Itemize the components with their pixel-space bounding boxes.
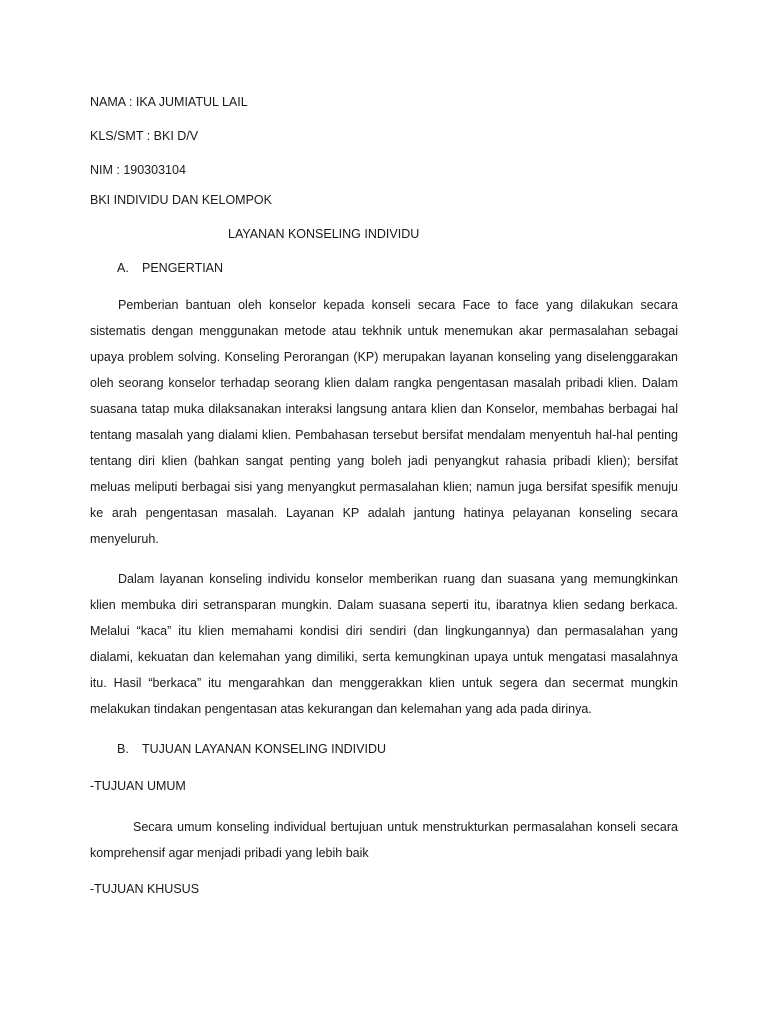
student-name: NAMA : IKA JUMIATUL LAIL — [90, 95, 248, 109]
document-title: LAYANAN KONSELING INDIVIDU — [228, 227, 420, 241]
section-b-label: TUJUAN LAYANAN KONSELING INDIVIDU — [142, 742, 387, 756]
tujuan-umum-paragraph: Secara umum konseling individual bertujuan untuk menstrukturkan permasalahan konseli secara komprehensif agar menjadi pribadi yang lebih baik — [90, 820, 678, 860]
section-b-heading — [117, 742, 386, 756]
section-a-heading — [117, 261, 223, 275]
tujuan-khusus-label: -TUJUAN KHUSUS — [90, 882, 200, 896]
student-nim: NIM : 190303104 — [90, 163, 186, 177]
course-name: BKI INDIVIDU DAN KELOMPOK — [90, 193, 272, 207]
section-a-marker: A. — [117, 261, 129, 275]
student-class-semester: KLS/SMT : BKI D/V — [90, 129, 199, 143]
pengertian-paragraph-1: Pemberian bantuan oleh konselor kepada konseli secara Face to face yang dilakukan secara sistematis dengan menggunakan metode atau tekhnik untuk menemukan akar permasalahan sebagai upaya problem solving. Konseling Perorangan (KP) merupakan layanan konseling yang diselenggarakan oleh seorang konselor terhadap seorang klien dalam rangka pengentasan masalah pribadi klien. Dalam suasana tatap muka dilaksanakan interaksi langsung antara klien dan Konselor, membahas berbagai hal tentang masalah yang dialami klien. Pembahasan tersebut bersifat mendalam menyentuh hal-hal penting tentang diri klien (bahkan sangat penting yang boleh jadi penyangkut rahasia pribadi klien); bersifat meluas meliputi berbagai sisi yang menyangkut permasalahan klien; namun juga bersifat spesifik menuju ke arah pengentasan masalah. Layanan KP adalah jantung hatinya pelayanan konseling secara menyeluruh. — [90, 298, 678, 546]
section-a-label: PENGERTIAN — [142, 261, 224, 275]
section-b-marker: B. — [117, 742, 129, 756]
tujuan-umum-label: -TUJUAN UMUM — [90, 779, 186, 793]
pengertian-paragraph-2: Dalam layanan konseling individu konselor memberikan ruang dan suasana yang memungkinkan klien membuka diri setransparan mungkin. Dalam suasana seperti itu, ibaratnya klien sedang berkaca. Melalui “kaca” itu klien memahami kondisi diri sendiri (dan lingkungannya) dan permasalahan yang dialami, kekuatan dan kelemahan yang dimiliki, serta kemungkinan upaya untuk mengatasi masalahnya itu. Hasil “berkaca” itu mengarahkan dan menggerakkan klien untuk segera dan secermat mungkin melakukan tindakan pengentasan atas kekurangan dan kelemahan yang ada pada dirinya. — [90, 572, 678, 716]
